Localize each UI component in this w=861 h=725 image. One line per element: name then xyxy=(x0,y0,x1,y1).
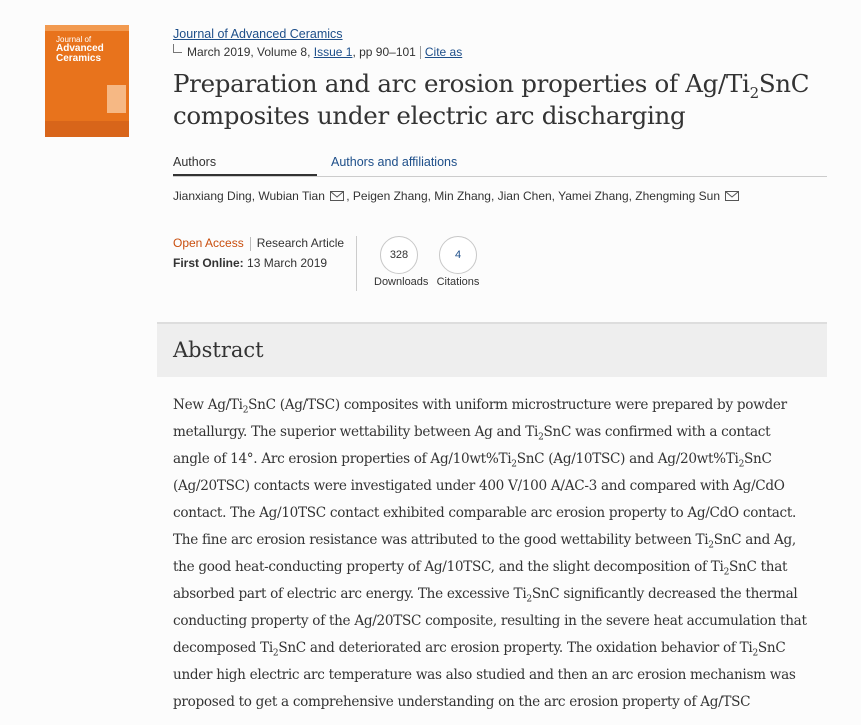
abstract-text-run: (Ag/20TSC) contacts were investigated under 400 V/100 A/AC-3 and compared with Ag/CdO xyxy=(173,478,785,494)
date-volume: March 2019, Volume 8, xyxy=(187,45,311,59)
abstract-text-run: SnC significantly decreased the thermal xyxy=(531,586,798,602)
cover-title-line2: Ceramics xyxy=(56,53,102,64)
abstract-text-run: the good heat-conducting property of Ag/10TSC, and the slight decomposition of Ti xyxy=(173,559,724,575)
abstract-text-run: conducting property of the Ag/20TSC composite, resulting in the severe heat accumulation that xyxy=(173,613,807,629)
abstract-line xyxy=(173,608,823,635)
downloads-label: Downloads xyxy=(374,276,429,288)
abstract-text-run: absorbed part of electric arc energy. The excessive Ti xyxy=(173,586,527,602)
title-subscript: 2 xyxy=(749,83,759,102)
abstract-line xyxy=(173,554,823,581)
corner-arrow-icon xyxy=(173,44,182,53)
first-online xyxy=(173,256,327,270)
abstract-line xyxy=(173,419,823,446)
email-icon[interactable] xyxy=(725,191,739,201)
abstract-heading: Abstract xyxy=(173,338,264,362)
first-online-date: 13 March 2019 xyxy=(247,256,328,270)
first-online-label: First Online: xyxy=(173,256,244,270)
article-access xyxy=(173,236,344,251)
subscript: 2 xyxy=(511,459,517,470)
abstract-text-run: SnC (Ag/TSC) composites with uniform microstructure were prepared by powder xyxy=(248,397,787,413)
open-access-badge: Open Access xyxy=(173,236,244,250)
abstract-section-header[interactable] xyxy=(157,322,827,377)
citations-metric[interactable] xyxy=(433,236,483,288)
abstract-text-run: SnC was confirmed with a contact xyxy=(543,424,771,440)
publication-meta xyxy=(173,45,462,59)
abstract-text-run: SnC and deteriorated arc erosion property. The oxidation behavior of Ti xyxy=(278,640,753,656)
abstract-text-run: decomposed Ti xyxy=(173,640,273,656)
abstract-line xyxy=(173,689,823,716)
abstract-text-run: SnC (Ag/10TSC) and Ag/20wt%Ti xyxy=(516,451,739,467)
abstract-text-run: angle of 14°. Arc erosion properties of Ag/10wt%Ti xyxy=(173,451,512,467)
subscript: 2 xyxy=(752,648,758,659)
title-line2: composites under electric arc discharging xyxy=(173,101,686,130)
journal-cover-image[interactable] xyxy=(45,25,129,137)
cover-inset-box xyxy=(107,85,126,113)
abstract-text xyxy=(173,392,823,716)
citations-count[interactable]: 4 xyxy=(439,236,477,274)
author-tabs xyxy=(173,155,827,177)
abstract-line xyxy=(173,662,823,689)
cover-bottom-bar xyxy=(45,121,129,137)
abstract-text-run: SnC xyxy=(757,640,786,656)
abstract-text-run: New Ag/Ti xyxy=(173,397,243,413)
divider xyxy=(250,237,251,251)
email-icon[interactable] xyxy=(330,191,344,201)
title-text: Preparation and arc erosion properties of Ag/Ti xyxy=(173,69,750,98)
abstract-text-run: The fine arc erosion resistance was attributed to the good wettability between Ti xyxy=(173,532,709,548)
divider xyxy=(420,46,421,59)
tab-authors[interactable]: Authors xyxy=(173,155,317,176)
abstract-line xyxy=(173,500,823,527)
cover-top-band xyxy=(45,25,129,31)
abstract-line xyxy=(173,635,823,662)
subscript: 2 xyxy=(272,648,279,659)
journal-link[interactable]: Journal of Advanced Ceramics xyxy=(173,27,343,41)
pages: , pp 90–101 xyxy=(352,45,416,59)
subscript: 2 xyxy=(723,567,729,578)
abstract-text-run: SnC that xyxy=(729,559,788,575)
subscript: 2 xyxy=(538,432,544,443)
subscript: 2 xyxy=(526,594,532,605)
downloads-count: 328 xyxy=(380,236,418,274)
authors-part1[interactable]: Jianxiang Ding, Wubian Tian xyxy=(173,189,325,203)
abstract-line xyxy=(173,527,823,554)
citations-label: Citations xyxy=(436,276,480,288)
abstract-text-run: SnC xyxy=(744,451,772,467)
author-list xyxy=(173,189,741,203)
subscript: 2 xyxy=(738,459,745,470)
abstract-text-run: metallurgy. The superior wettability between Ag and Ti xyxy=(173,424,539,440)
abstract-text-run: proposed to get a comprehensive understanding on the arc erosion property of Ag/TSC xyxy=(173,694,751,710)
abstract-text-run: contact. The Ag/10TSC contact exhibited comparable arc erosion property to Ag/CdO contact. xyxy=(173,505,797,521)
cite-as-link[interactable]: Cite as xyxy=(424,45,463,59)
title-line1 xyxy=(173,69,810,102)
article-type: Research Article xyxy=(256,236,345,250)
abstract-text-run: under high electric arc temperature was also studied and then an arc erosion mechanism was xyxy=(173,667,796,683)
authors-part2[interactable]: , Peigen Zhang, Min Zhang, Jian Chen, Yamei Zhang, Zhengming Sun xyxy=(346,189,720,203)
cover-title-line1: Advanced xyxy=(56,43,104,54)
cover-subtitle: Journal of xyxy=(56,35,92,44)
title-text: SnC xyxy=(758,69,810,98)
abstract-line xyxy=(173,473,823,500)
tab-authors-affiliations[interactable]: Authors and affiliations xyxy=(331,155,458,169)
abstract-line xyxy=(173,392,823,419)
abstract-line xyxy=(173,581,823,608)
downloads-metric xyxy=(374,236,429,288)
issue-link[interactable]: Issue 1 xyxy=(313,45,353,59)
subscript: 2 xyxy=(242,405,249,416)
abstract-line xyxy=(173,446,823,473)
abstract-text-run: SnC and Ag, xyxy=(713,532,796,548)
cover-title xyxy=(56,44,104,64)
subscript: 2 xyxy=(708,540,714,551)
vertical-divider xyxy=(356,236,357,291)
article-title xyxy=(173,68,813,132)
